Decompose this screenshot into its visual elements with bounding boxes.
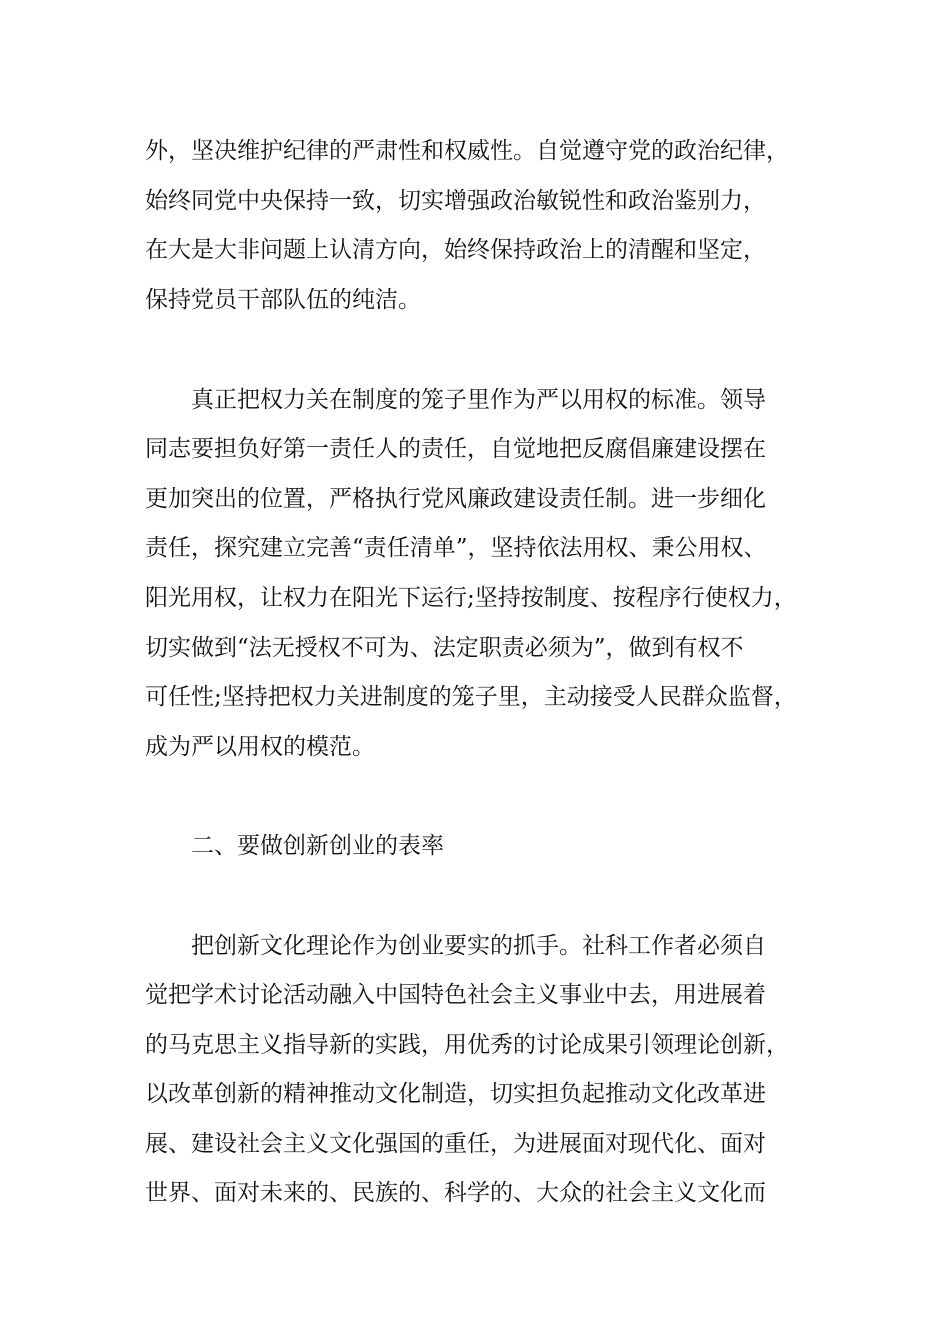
paragraph-4-line-6: 世界、面对未来的、民族的、科学的、大众的社会主义文化而 — [145, 1180, 766, 1206]
paragraph-2-line-5: 阳光用权，让权力在阳光下运行;坚持按制度、按程序行使权力， — [145, 585, 797, 611]
paragraph-1-line-2: 始终同党中央保持一致，切实增强政治敏锐性和政治鉴别力， — [145, 188, 766, 214]
paragraph-2-line-4: 责任，探究建立完善“责任清单”，坚持依法用权、秉公用权、 — [145, 535, 767, 561]
paragraph-2-line-7: 可任性;坚持把权力关进制度的笼子里，主动接受人民群众监督， — [145, 684, 797, 710]
paragraph-4-line-3: 的马克思主义指导新的实践，用优秀的讨论成果引领理论创新， — [145, 1032, 789, 1058]
paragraph-4-line-1: 把创新文化理论作为创业要实的抓手。社科工作者必须自 — [145, 933, 766, 959]
paragraph-4-line-5: 展、建设社会主义文化强国的重任，为进展面对现代化、面对 — [145, 1131, 766, 1157]
paragraph-4-line-4: 以改革创新的精神推动文化制造，切实担负起推动文化改革进 — [145, 1081, 766, 1107]
paragraph-2-line-3: 更加突出的位置，严格执行党风廉政建设责任制。进一步细化 — [145, 486, 766, 512]
paragraph-2-line-6: 切实做到“法无授权不可为、法定职责必须为”，做到有权不 — [145, 635, 744, 661]
paragraph-1-line-1: 外，坚决维护纪律的严肃性和权威性。自觉遵守党的政治纪律， — [145, 138, 789, 164]
paragraph-2-line-8: 成为严以用权的模范。 — [145, 734, 375, 760]
paragraph-2-line-2: 同志要担负好第一责任人的责任，自觉地把反腐倡廉建设摆在 — [145, 436, 766, 462]
paragraph-1-line-4: 保持党员干部队伍的纯洁。 — [145, 287, 421, 313]
paragraph-2-line-1: 真正把权力关在制度的笼子里作为严以用权的标准。领导 — [145, 387, 766, 413]
paragraph-1-line-3: 在大是大非问题上认清方向，始终保持政治上的清醒和坚定， — [145, 237, 766, 263]
section-heading: 二、要做创新创业的表率 — [145, 833, 444, 859]
paragraph-4-line-2: 觉把学术讨论活动融入中国特色社会主义事业中去，用进展着 — [145, 982, 766, 1008]
